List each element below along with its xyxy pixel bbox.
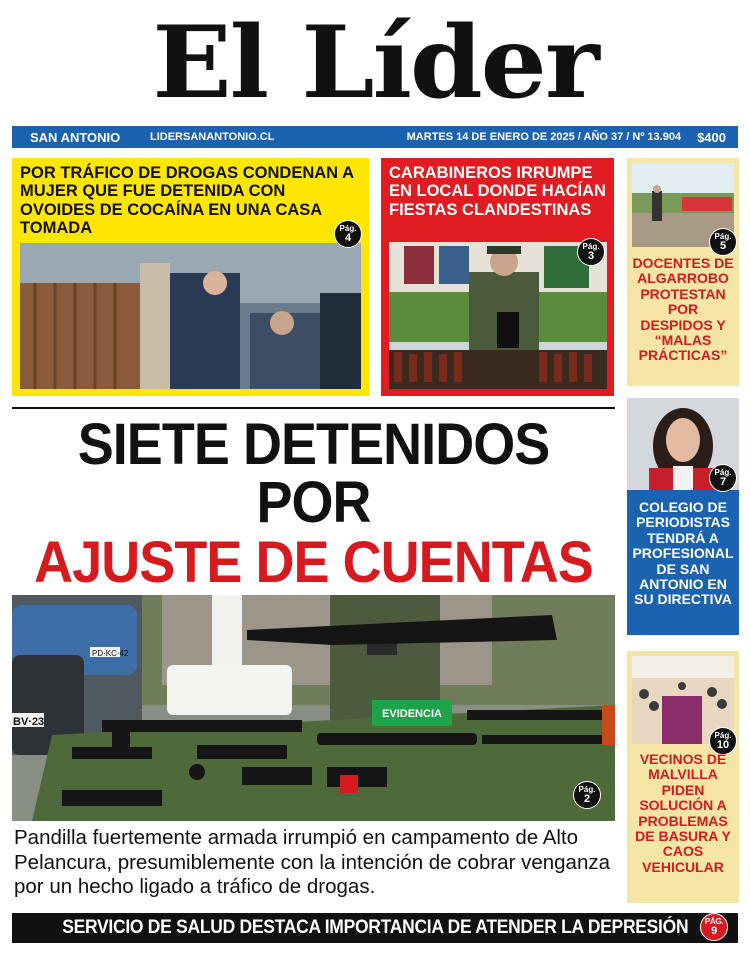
page-reference: Pág. 2 — [573, 781, 601, 809]
bottom-headline-bar[interactable] — [12, 913, 738, 943]
section-divider — [12, 407, 615, 409]
teaser-neighbors[interactable] — [627, 651, 739, 903]
page-reference: Pág. 10 — [709, 727, 737, 755]
teaser-drug-trafficking[interactable] — [12, 158, 369, 396]
page-reference: Pág. 4 — [334, 220, 362, 248]
page-reference: PÁG. 9 — [700, 913, 728, 941]
teaser-journalists[interactable] — [627, 398, 739, 635]
teaser-headline: POR TRÁFICO DE DROGAS CONDENAN A MUJER QUE FUE DETENIDA CON OVOIDES DE COCAÍNA EN UNA CASA TOMADA — [20, 164, 354, 238]
issue-info: MARTES 14 DE ENERO DE 2025 / AÑO 37 / Nº 13.904 — [406, 131, 682, 143]
police-officer-photo — [389, 242, 607, 389]
masthead — [0, 0, 750, 125]
arrest-photo — [20, 243, 361, 389]
teaser-headline: DOCENTES DE ALGARROBO PROTESTAN POR DESPIDOS Y “MALAS PRÁCTICAS” — [632, 255, 734, 364]
page-reference: Pág. 3 — [577, 238, 605, 266]
car-plate-2: PD·KC·42 — [92, 649, 129, 658]
teaser-carabineros[interactable] — [381, 158, 614, 396]
car-plate-1: BV·23 — [13, 716, 45, 728]
evidence-label: EVIDENCIA — [382, 708, 442, 720]
main-photo — [12, 595, 615, 821]
main-story-deck: Pandilla fuertemente armada irrumpió en campamento de Alto Pelancura, presumiblemente con la intención de cobrar venganza por un hecho ligado a tráfico de drogas. — [14, 826, 611, 899]
headline-line-1: SIETE DETENIDOS POR — [77, 412, 550, 535]
price: $400 — [697, 129, 726, 145]
edition-city: SAN ANTONIO — [30, 129, 121, 145]
seized-weapons-photo — [12, 595, 615, 821]
website-link[interactable]: LIDERSANANTONIO.CL — [150, 131, 275, 143]
bottom-headline: SERVICIO DE SALUD DESTACA IMPORTANCIA DE ATENDER LA DEPRESIÓN — [61, 917, 689, 938]
newspaper-logo: El Líder — [152, 3, 598, 121]
page-reference: Pág. 7 — [709, 464, 737, 492]
teaser-headline: VECINOS DE MALVILLA PIDEN SOLUCIÓN A PROBLEMAS DE BASURA Y CAOS VEHICULAR — [635, 751, 731, 875]
headline-line-2: AJUSTE DE CUENTAS — [34, 530, 593, 595]
dateline-bar — [12, 126, 738, 148]
teaser-headline: COLEGIO DE PERIODISTAS TENDRÁ A PROFESIONAL DE SAN ANTONIO EN SU DIRECTIVA — [632, 499, 734, 608]
teaser-headline: CARABINEROS IRRUMPE EN LOCAL DONDE HACÍAN FIESTAS CLANDESTINAS — [389, 164, 606, 219]
page-reference: Pág. 5 — [709, 228, 737, 256]
teaser-teachers-protest[interactable] — [627, 158, 739, 386]
